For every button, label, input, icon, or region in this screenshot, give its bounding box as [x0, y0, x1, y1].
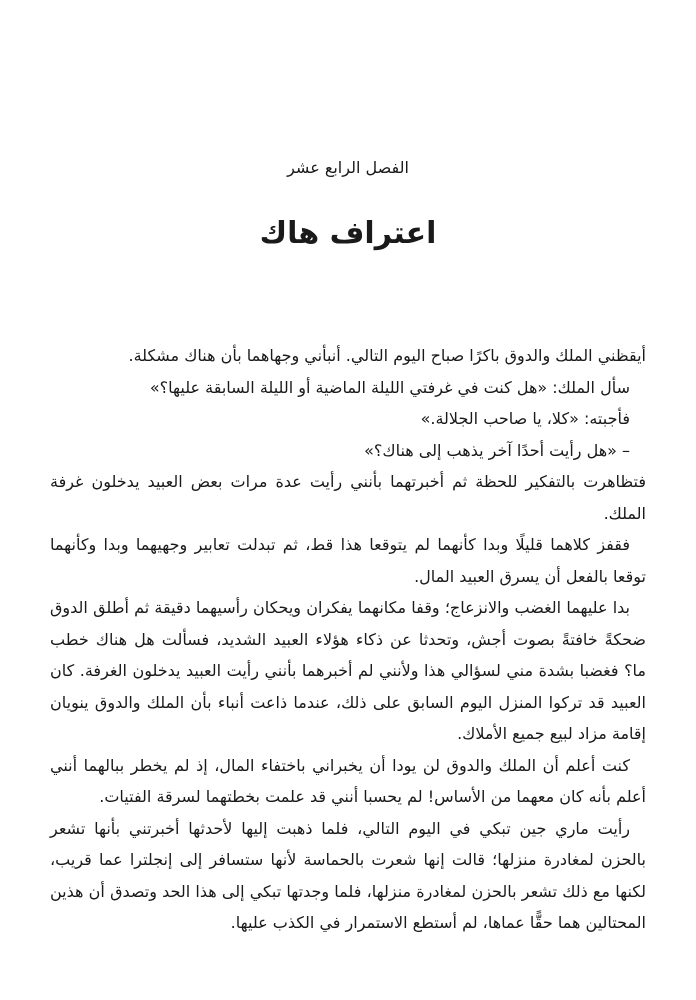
chapter-title: اعتراف هاك	[259, 216, 437, 251]
chapter-body	[50, 340, 646, 939]
paragraph: رأيت ماري جين تبكي في اليوم التالي، فلما ذهبت إليها لأحدثها أخبرتني بأنها تشعر بالحزن لمغادرة منزلها؛ قالت إنها شعرت بالحماسة لأنها ستسافر إلى إنجلترا عما قريب، لكنها مع ذلك تشعر بالحزن لمغادرة منزلها، فلما وجدتها تبكي إلى هذا الحد وتصدق أن هذين المحتالين هما حقًّا عماها، لم أستطع الاستمرار في الكذب عليها.	[50, 818, 646, 932]
chapter-label: الفصل الرابع عشر	[287, 158, 409, 177]
paragraph: – «هل رأيت أحدًا آخر يذهب إلى هناك؟»	[364, 440, 630, 460]
paragraph: فتظاهرت بالتفكير للحظة ثم أخبرتهما بأنني رأيت عدة مرات بعض العبيد يدخلون غرفة الملك.	[50, 472, 646, 523]
paragraph: فأجبته: «كلا، يا صاحب الجلالة.»	[420, 409, 630, 428]
paragraph: أيقظني الملك والدوق باكرًا صباح اليوم التالي. أنبأني وجهاهما بأن هناك مشكلة.	[128, 346, 646, 365]
paragraph: بدا عليهما الغضب والانزعاج؛ وقفا مكانهما يفكران ويحكان رأسيهما دقيقة ثم أطلق الدوق ضحكةً خافتةً بصوت أجش، وتحدثا عن ذكاء هؤلاء العبيد الشديد، فسألت هل هناك خطب ما؟ فغضبا بشدة مني لسؤالي هذا ولأنني لم أخبرهما بأنني رأيت العبيد يدخلون الغرفة. كان العبيد قد تركوا المنزل اليوم السابق على ذلك، عندما ذاعت أنباء بأن الملك والدوق ينويان إقامة مزاد لبيع جميع الأملاك.	[50, 598, 646, 743]
paragraph: كنت أعلم أن الملك والدوق لن يودا أن يخبراني باختفاء المال، إذ لم يخطر ببالهما أنني أعلم بأنه كان معهما من الأساس! لم يحسبا أنني قد علمت بخطتهما لسرقة الفتيات.	[50, 755, 646, 806]
book-page	[50, 0, 646, 1000]
paragraph: فقفز كلاهما قليلًا وبدا كأنهما لم يتوقعا هذا قط، ثم تبدلت تعابير وجهيهما وبدا وكأنهما توقعا بالفعل أن يسرق العبيد المال.	[50, 535, 646, 586]
paragraph: سأل الملك: «هل كنت في غرفتي الليلة الماضية أو الليلة السابقة عليها؟»	[149, 377, 630, 397]
